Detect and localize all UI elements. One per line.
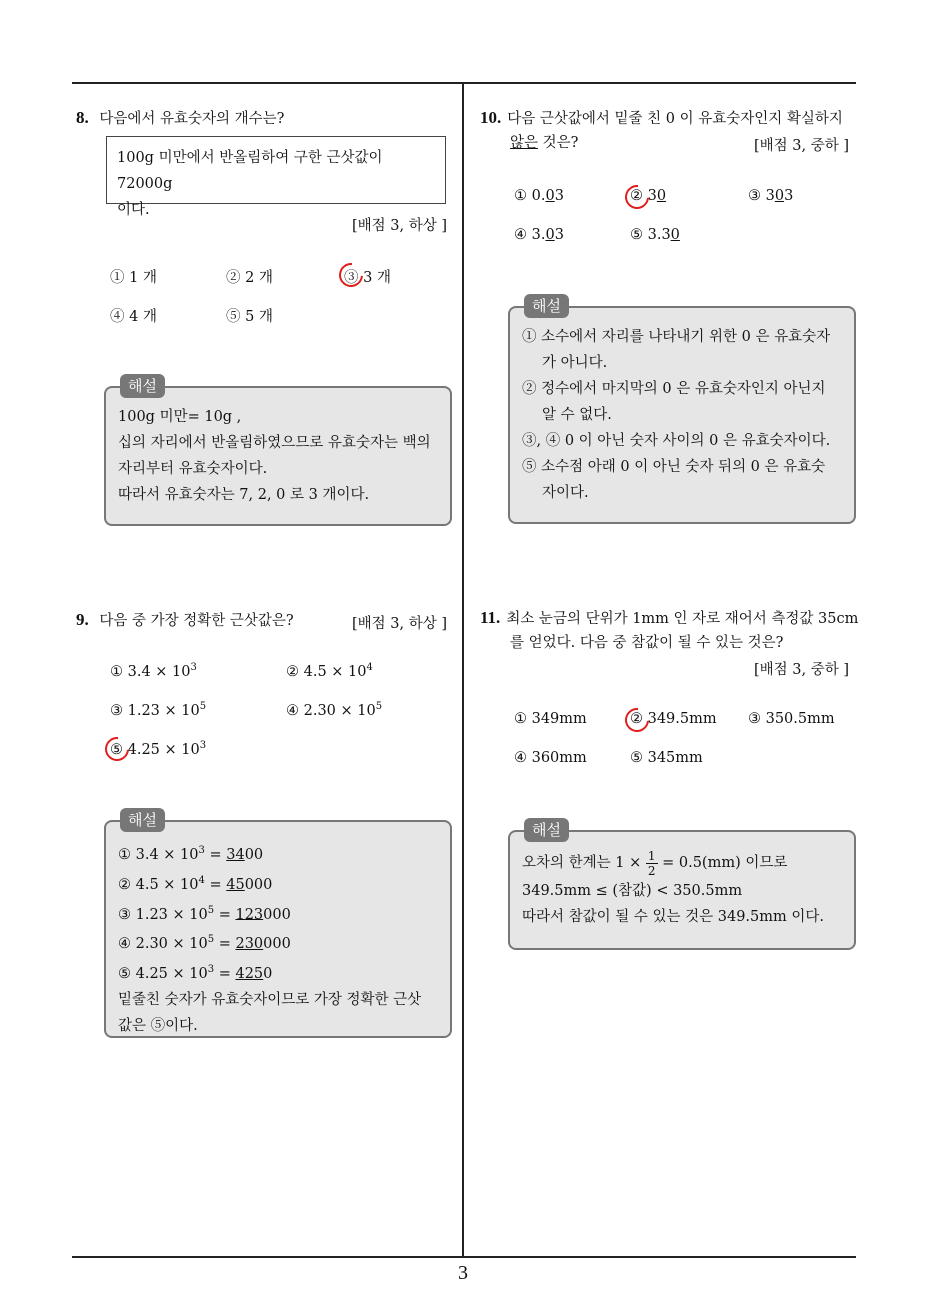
solution-line: 밑줄친 숫자가 유효숫자이므로 가장 정확한 근삿 [118,992,422,1009]
question-number: 10. [480,108,502,127]
solution-line: 349.5mm ≤ (참값) < 350.5mm [522,883,743,899]
solution-line: 따라서 참값이 될 수 있는 것은 349.5mm 이다. [522,909,824,925]
question-11-solution [508,821,856,950]
solution-line: 따라서 유효숫자는 7, 2, 0 로 3 개이다. [118,487,370,503]
solution-line: ③, ④ 0 이 아닌 숫자 사이의 0 은 유효숫자이다. [522,433,831,449]
question-text: 것은? [538,135,579,151]
exponent: 3 [199,740,207,751]
question-text: 다음에서 유효숫자의 개수는? [99,111,285,127]
solution-label: 해설 [120,374,165,398]
solution-line: 값은 ⑤이다. [118,1018,198,1035]
condition-line: 이다. [117,202,150,218]
choice-1[interactable]: ① 0.03 [514,188,564,204]
choice-2[interactable] [286,662,373,680]
solution-line: 가 아니다. [542,355,608,371]
choice-mark: ② [286,663,299,680]
choice-5[interactable]: ⑤ 5 개 [226,309,273,325]
question-text: 다음 중 가장 정확한 근삿값은? [99,613,294,629]
top-rule [72,82,856,84]
bottom-rule [72,1256,856,1258]
choice-mark: ① [110,663,123,680]
choice-5[interactable]: ⑤ 345mm [630,750,703,766]
choice-mark: ③ [110,702,123,719]
choice-3[interactable]: ③ 350.5mm [748,711,835,727]
exponent: 3 [190,662,197,673]
choice-3[interactable]: ③ 303 [748,188,794,204]
underlined-word: 않은 [510,135,539,151]
column-divider [462,82,464,1258]
question-9-solution [104,811,452,1038]
answer-circle-mark [100,732,134,766]
choice-1[interactable]: ① 349mm [514,711,587,727]
solution-line: 십의 자리에서 반올림하였으므로 유효숫자는 백의 [118,435,431,451]
page-number: 3 [458,1262,468,1284]
choice-3[interactable]: ③ 3 개 [344,270,391,286]
question-9-stem [76,608,294,633]
choice-mark: ④ [286,702,299,719]
choice-3[interactable] [110,701,206,719]
exponent: 5 [375,701,383,712]
choice-value: 3.4 × 10 [127,663,191,680]
choice-4[interactable]: ④ 3.03 [514,227,564,243]
solution-line: ⑤ 소수점 아래 0 이 아닌 숫자 뒤의 0 은 유효숫 [522,459,826,475]
question-8-score: [배점 3, 하상 ] [352,218,448,234]
solution-line: 알 수 없다. [542,407,612,423]
choice-1[interactable] [110,662,197,680]
choice-4[interactable] [286,701,382,719]
question-text: 다음 근삿값에서 밑줄 친 0 이 유효숫자인지 확실하지 [507,111,843,127]
question-10-solution [508,297,856,524]
solution-line: ② $4.5 \times 10^4 = 45000$ [118,874,273,893]
solution-label: 해설 [120,808,165,832]
question-number: 8. [76,108,89,127]
choice-2[interactable]: ② 2 개 [226,270,273,286]
choice-4[interactable]: ④ 360mm [514,750,587,766]
solution-line: ⑤ $4.25 \times 10^3 = 4250$ [118,964,273,983]
condition-line: 100g 미만에서 반올림하여 구한 근삿값이 72000g [117,150,383,192]
choice-5[interactable]: ⑤ 3.30 [630,227,680,243]
choice-4[interactable]: ④ 4 개 [110,309,157,325]
question-8-solution [104,377,452,526]
question-9-score: [배점 3, 하상 ] [352,616,448,632]
choice-value: 1.23 × 10 [127,702,200,719]
choice-2[interactable]: ② 349.5mm [630,711,717,727]
choice-value: 4.25 × 10 [127,741,200,758]
question-number: 11. [480,608,501,627]
solution-line: 100g 미만= 10g , [118,409,242,425]
choice-1[interactable]: ① 1 개 [110,270,157,286]
solution-line: 오차의 한계는 1 × $\frac{1}{2}$ = 0.5(mm) 이므로 [522,848,788,878]
question-text-line [480,606,864,631]
question-text-line [480,106,860,131]
exponent: 5 [199,701,207,712]
answer-circle-mark [620,180,654,214]
fraction: $\frac{1}{2}$ [647,848,656,878]
choice-value: 2.30 × 10 [303,702,376,719]
question-8-stem [76,106,284,131]
question-text: 최소 눈금의 단위가 1mm 인 자로 재어서 측정값 35cm [506,611,859,627]
question-number: 9. [76,610,89,629]
question-10-score: [배점 3, 중하 ] [754,138,850,154]
solution-label: 해설 [524,818,569,842]
question-11-stem [480,606,864,655]
question-8-condition-box [106,136,446,218]
solution-line: ① 소수에서 자리를 나타내기 위한 0 은 유효숫자 [522,329,831,345]
solution-line: 자리부터 유효숫자이다. [118,461,268,477]
solution-label: 해설 [524,294,569,318]
exponent: 4 [366,662,373,673]
question-text-line: 를 얻었다. 다음 중 참값이 될 수 있는 것은? [510,635,784,651]
solution-line: ② 정수에서 마지막의 0 은 유효숫자인지 아닌지 [522,381,826,397]
choice-mark: ⑤ [110,741,123,758]
solution-line: ① $3.4 \times 10^3 = 3400$ [118,845,264,863]
solution-line: ④ $2.30 \times 10^5 = 230000$ [118,934,291,953]
answer-circle-mark [620,703,654,737]
question-11-score: [배점 3, 중하 ] [754,662,850,678]
solution-line: 자이다. [542,485,589,501]
choice-value: 4.5 × 10 [303,663,367,680]
choice-2[interactable]: ② 30 [630,188,667,204]
solution-line: ③ $1.23 \times 10^5 = 123000$ [118,904,291,923]
